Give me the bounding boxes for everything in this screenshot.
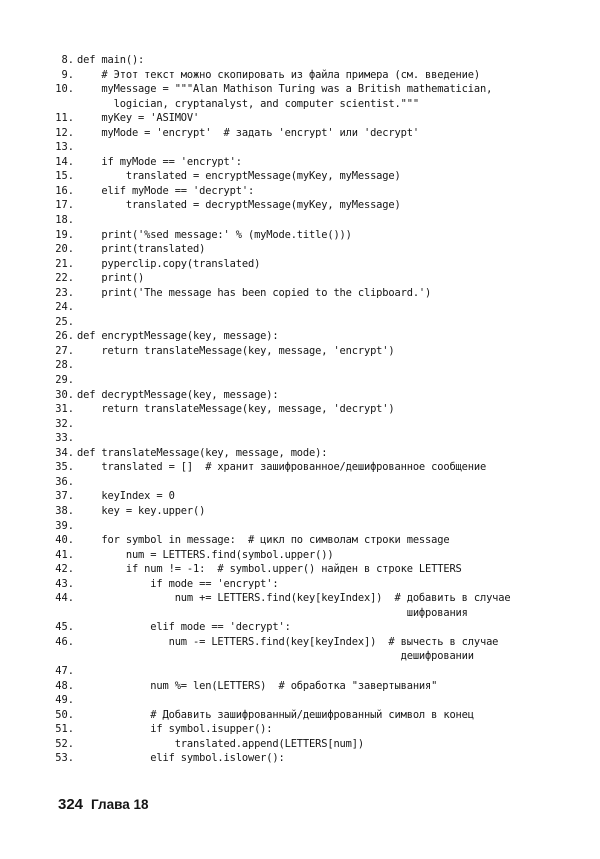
- line-code: return translateMessage(key, message, 'encrypt'): [77, 344, 395, 357]
- line-number: 48.: [55, 679, 74, 692]
- code-line: [42, 504, 592, 519]
- line-code: [74, 373, 592, 388]
- line-number: 13.: [55, 141, 74, 154]
- code-line: [42, 679, 592, 694]
- line-number: 34.: [55, 446, 74, 459]
- code-line: [42, 562, 592, 577]
- chapter-label: Глава 18: [91, 797, 149, 812]
- line-number: 40.: [55, 534, 74, 547]
- line-code: keyIndex = 0: [77, 490, 175, 503]
- line-number: 30.: [55, 388, 74, 401]
- line-number: 25.: [55, 315, 74, 328]
- code-line: [42, 548, 592, 563]
- line-number: 26.: [55, 330, 74, 343]
- line-number: 27.: [55, 344, 74, 357]
- line-number: 8.: [61, 54, 74, 66]
- code-line: [42, 519, 592, 534]
- line-code: print(translated): [77, 243, 206, 256]
- line-number: 37.: [55, 490, 74, 503]
- line-number: 41.: [55, 548, 74, 561]
- code-line: [42, 635, 592, 664]
- line-number: 17.: [55, 199, 74, 212]
- line-code: if mode == 'encrypt':: [77, 577, 279, 590]
- line-code: elif symbol.islower():: [77, 752, 285, 765]
- line-code: [74, 358, 592, 373]
- line-number: 21.: [55, 257, 74, 270]
- code-line: [42, 737, 592, 752]
- line-number: 20.: [55, 243, 74, 256]
- line-code: num %= len(LETTERS) # обработка "завертывания": [77, 679, 438, 692]
- code-line: [42, 286, 592, 301]
- line-code: print(): [77, 272, 145, 285]
- line-number: 36.: [55, 475, 74, 488]
- code-line: [42, 257, 592, 272]
- code-line: [42, 577, 592, 592]
- code-line: [42, 373, 592, 388]
- code-line: [42, 329, 592, 344]
- code-line: [42, 228, 592, 243]
- code-line: [42, 82, 592, 111]
- line-code: myMessage = """Alan Mathison Turing was a British mathematician, logician, cryptanalyst, and computer scientist.""": [101, 83, 493, 110]
- line-code: [74, 140, 592, 155]
- line-code: key = key.upper(): [77, 504, 206, 517]
- page-number: 324: [58, 796, 84, 813]
- line-code: [74, 300, 592, 315]
- line-code: def main():: [77, 54, 145, 66]
- line-number: 24.: [55, 301, 74, 314]
- line-number: 51.: [55, 723, 74, 736]
- line-code: return translateMessage(key, message, 'decrypt'): [77, 403, 395, 416]
- code-line: [42, 708, 592, 723]
- code-line: [42, 591, 592, 620]
- line-number: 38.: [55, 504, 74, 517]
- line-number: 31.: [55, 403, 74, 416]
- line-number: 28.: [55, 359, 74, 372]
- code-line: [42, 693, 592, 708]
- code-line: [42, 271, 592, 286]
- line-code: def translateMessage(key, message, mode):: [77, 446, 328, 459]
- line-code: [74, 519, 592, 534]
- line-code: translated = encryptMessage(myKey, myMessage): [77, 170, 401, 183]
- line-code: if symbol.isupper():: [77, 723, 273, 736]
- line-code: if myMode == 'encrypt':: [77, 155, 242, 168]
- line-code: elif myMode == 'decrypt':: [77, 184, 255, 197]
- code-line: [42, 431, 592, 446]
- code-line: [42, 169, 592, 184]
- line-code: translated = decryptMessage(myKey, myMessage): [77, 199, 401, 212]
- line-code: if num != -1: # symbol.upper() найден в строке LETTERS: [77, 563, 462, 576]
- line-number: 19.: [55, 228, 74, 241]
- line-number: 43.: [55, 577, 74, 590]
- code-line: [42, 620, 592, 635]
- line-code: def decryptMessage(key, message):: [77, 388, 279, 401]
- line-number: 39.: [55, 519, 74, 532]
- line-number: 33.: [55, 432, 74, 445]
- code-line: [42, 533, 592, 548]
- line-code: [74, 315, 592, 330]
- line-number: 15.: [55, 170, 74, 183]
- code-line: [42, 446, 592, 461]
- line-number: 9.: [61, 68, 74, 81]
- line-number: 12.: [55, 126, 74, 139]
- line-code: myKey = 'ASIMOV': [77, 112, 200, 125]
- code-line: [42, 213, 592, 228]
- code-line: [42, 242, 592, 257]
- line-code: num += LETTERS.find(key[keyIndex]) # добавить в случае шифрования: [174, 592, 511, 619]
- line-number: 50.: [55, 708, 74, 721]
- code-line: [42, 664, 592, 679]
- code-line: [42, 402, 592, 417]
- line-number: 42.: [55, 563, 74, 576]
- line-code: num -= LETTERS.find(key[keyIndex]) # вычесть в случае дешифровании: [168, 635, 499, 663]
- line-number: 32.: [55, 417, 74, 430]
- line-code: pyperclip.copy(translated): [77, 257, 261, 270]
- code-line: [42, 460, 592, 475]
- code-line: [42, 489, 592, 504]
- line-code: [74, 417, 592, 432]
- line-number: 49.: [55, 694, 74, 707]
- line-number: 35.: [55, 461, 74, 474]
- line-code: myMode = 'encrypt' # задать 'encrypt' или 'decrypt': [77, 126, 419, 139]
- line-number: 29.: [55, 374, 74, 387]
- code-line: [42, 475, 592, 490]
- line-number: 18.: [55, 214, 74, 227]
- line-number: 11.: [55, 112, 74, 125]
- code-line: [42, 751, 592, 766]
- line-code: [74, 693, 592, 708]
- code-line: [42, 358, 592, 373]
- line-code: [74, 213, 592, 228]
- line-number: 44.: [55, 592, 74, 605]
- line-number: 46.: [55, 635, 74, 648]
- code-line: [42, 111, 592, 126]
- code-line: [42, 344, 592, 359]
- line-number: 14.: [55, 155, 74, 168]
- code-line: [42, 126, 592, 141]
- line-number: 10.: [55, 83, 74, 96]
- line-code: # Этот текст можно скопировать из файла примера (см. введение): [77, 68, 480, 81]
- line-code: num = LETTERS.find(symbol.upper()): [77, 548, 334, 561]
- page-footer: [58, 796, 149, 813]
- line-code: print('The message has been copied to the clipboard.'): [77, 286, 432, 299]
- line-code: for symbol in message: # цикл по символам строки message: [77, 534, 450, 547]
- line-code: [74, 664, 592, 679]
- line-number: 22.: [55, 272, 74, 285]
- line-code: translated.append(LETTERS[num]): [77, 737, 364, 750]
- line-code: print('%sed message:' % (myMode.title())): [77, 228, 352, 241]
- code-line: [42, 140, 592, 155]
- line-number: 45.: [55, 621, 74, 634]
- code-line: [42, 417, 592, 432]
- code-line: [42, 198, 592, 213]
- line-number: 47.: [55, 664, 74, 677]
- code-line: [42, 388, 592, 403]
- line-code: elif mode == 'decrypt':: [77, 621, 291, 634]
- line-number: 23.: [55, 286, 74, 299]
- code-line: [42, 68, 592, 83]
- code-line: [42, 184, 592, 199]
- code-line: [42, 315, 592, 330]
- code-line: [42, 155, 592, 170]
- line-code: # Добавить зашифрованный/дешифрованный символ в конец: [77, 708, 474, 721]
- line-code: [74, 431, 592, 446]
- code-line: [42, 300, 592, 315]
- line-code: def encryptMessage(key, message):: [77, 330, 279, 343]
- line-code: translated = [] # хранит зашифрованное/дешифрованное сообщение: [77, 461, 487, 474]
- code-line: [42, 53, 592, 68]
- line-number: 52.: [55, 737, 74, 750]
- line-number: 53.: [55, 752, 74, 765]
- code-line: [42, 722, 592, 737]
- line-code: [74, 475, 592, 490]
- code-listing: [42, 53, 592, 766]
- line-number: 16.: [55, 184, 74, 197]
